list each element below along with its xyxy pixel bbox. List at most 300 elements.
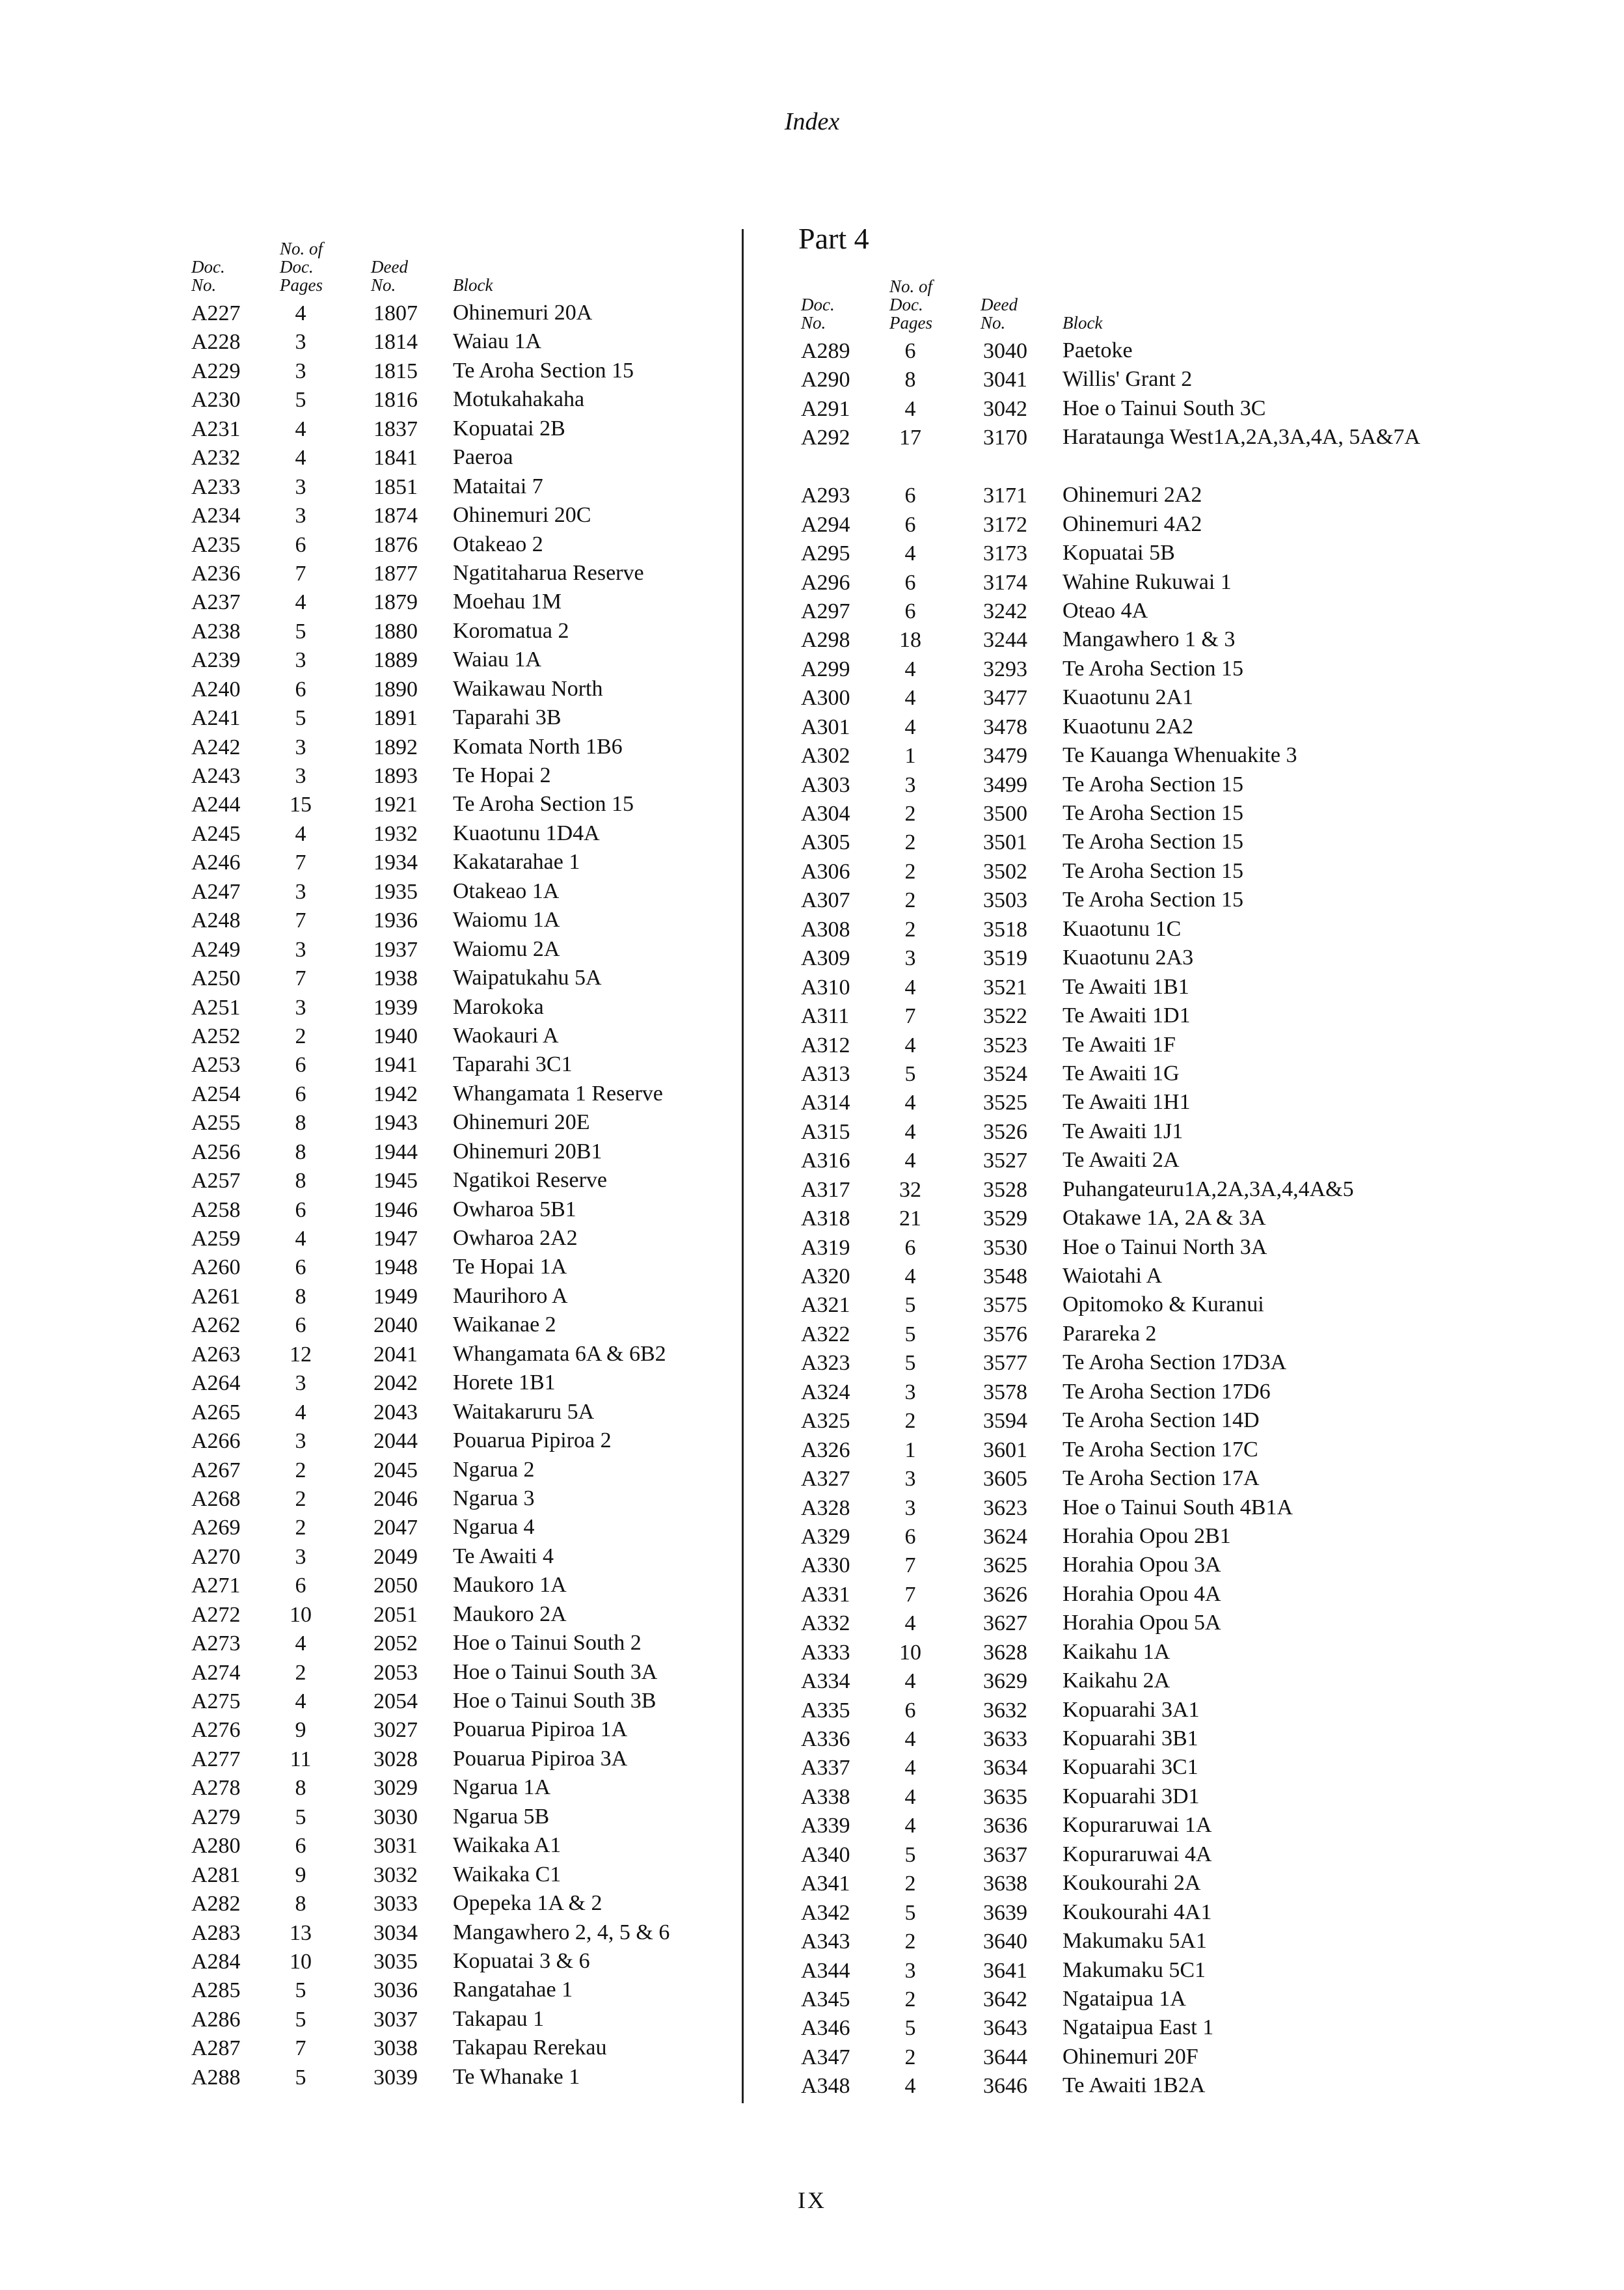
block-name: Kopuraruwai 4A (1062, 1842, 1212, 1866)
block-name: Horahia Opou 4A (1062, 1581, 1221, 1606)
deed-number: 1815 (373, 359, 418, 383)
deed-number: 2040 (373, 1313, 418, 1338)
block-name: Te Awaiti 1H1 (1062, 1090, 1191, 1115)
deed-number: 3523 (983, 1033, 1027, 1057)
block-name: Ngarua 3 (453, 1486, 535, 1510)
block-name: Taparahi 3C1 (453, 1052, 573, 1077)
doc-number: A310 (801, 975, 850, 1000)
deed-number: 1944 (373, 1139, 418, 1164)
doc-number: A339 (801, 1814, 850, 1838)
table-row (189, 357, 729, 386)
doc-number: A325 (801, 1409, 850, 1434)
doc-number: A328 (801, 1495, 850, 1520)
block-name: Owharoa 5B1 (453, 1197, 576, 1221)
block-name: Waiau 1A (453, 329, 542, 354)
table-row (189, 1080, 729, 1109)
doc-pages: 3 (904, 1958, 916, 1983)
doc-pages: 7 (904, 1582, 916, 1607)
deed-number: 3527 (983, 1149, 1027, 1173)
table-row (798, 1725, 1449, 1754)
deed-number: 3633 (983, 1727, 1027, 1752)
table-row (189, 328, 729, 357)
doc-number: A332 (801, 1611, 850, 1636)
doc-pages: 3 (295, 648, 306, 673)
deed-number: 3643 (983, 2016, 1027, 2041)
table-row (189, 531, 729, 560)
deed-number: 3036 (373, 1978, 418, 2003)
table-row (189, 1485, 729, 1514)
doc-number: A309 (801, 946, 850, 971)
block-name: Ohinemuri 4A2 (1062, 511, 1202, 536)
doc-pages: 8 (295, 1892, 306, 1916)
table-row (798, 1118, 1449, 1147)
block-name: Moehau 1M (453, 590, 562, 614)
table-row (189, 444, 729, 472)
table-row (189, 1687, 729, 1716)
doc-pages: 4 (295, 1631, 306, 1656)
block-name: Waipatukahu 5A (453, 966, 602, 990)
deed-number: 3640 (983, 1929, 1027, 1954)
block-name: Te Aroha Section 17C (1062, 1437, 1258, 1462)
block-name: Rangatahae 1 (453, 1978, 573, 2002)
deed-number: 1932 (373, 821, 418, 846)
doc-pages: 13 (290, 1920, 312, 1945)
doc-pages: 4 (904, 1814, 916, 1838)
deed-number: 1948 (373, 1255, 418, 1280)
doc-number: A250 (191, 966, 241, 991)
doc-pages: 4 (904, 1611, 916, 1636)
deed-number: 3636 (983, 1814, 1027, 1838)
deed-number: 3037 (373, 2007, 418, 2032)
block-name: Hoe o Tainui South 2 (453, 1631, 642, 1656)
doc-number: A306 (801, 859, 850, 884)
deed-number: 3242 (983, 599, 1027, 623)
doc-pages: 3 (295, 330, 306, 355)
block-name: Kopuatai 3 & 6 (453, 1948, 590, 1973)
doc-pages: 9 (295, 1718, 306, 1743)
block-name: Te Awaiti 1G (1062, 1061, 1180, 1085)
table-row (189, 1948, 729, 1976)
doc-number: A300 (801, 686, 850, 711)
table-row (189, 1514, 729, 1542)
block-name: Owharoa 2A2 (453, 1226, 578, 1250)
doc-number: A235 (191, 532, 241, 557)
deed-number: 1892 (373, 735, 418, 759)
doc-number: A243 (191, 764, 241, 788)
doc-pages: 5 (904, 1842, 916, 1867)
block-name: Komata North 1B6 (453, 734, 623, 759)
block-name: Te Aroha Section 17D3A (1062, 1350, 1287, 1375)
doc-number: A319 (801, 1235, 850, 1260)
deed-number: 3642 (983, 1987, 1027, 2011)
doc-pages: 3 (295, 937, 306, 962)
table-row (798, 655, 1449, 684)
table-row (189, 2006, 729, 2034)
doc-number: A285 (191, 1978, 241, 2003)
table-row (798, 569, 1449, 597)
table-row (189, 299, 729, 328)
block-name: Waitakaruru 5A (453, 1399, 595, 1424)
table-row (189, 1051, 729, 1080)
doc-number: A292 (801, 426, 850, 450)
deed-number: 3605 (983, 1467, 1027, 1492)
block-name: Te Aroha Section 14D (1062, 1408, 1260, 1433)
table-row (798, 1465, 1449, 1493)
table-row (189, 906, 729, 935)
doc-pages: 6 (295, 1053, 306, 1078)
header-deed-no: Deed No. (371, 257, 408, 295)
deed-number: 3029 (373, 1776, 418, 1801)
table-row (798, 1147, 1449, 1175)
block-name: Te Aroha Section 15 (1062, 656, 1244, 681)
table-row (189, 762, 729, 791)
doc-number: A266 (191, 1429, 241, 1454)
doc-pages: 32 (899, 1177, 921, 1202)
doc-pages: 3 (295, 764, 306, 788)
doc-number: A256 (191, 1139, 241, 1164)
block-name: Pouarua Pipiroa 3A (453, 1746, 628, 1771)
table-row (189, 1022, 729, 1051)
doc-number: A268 (191, 1486, 241, 1511)
deed-number: 2044 (373, 1429, 418, 1454)
deed-number: 3033 (373, 1892, 418, 1916)
deed-number: 3173 (983, 541, 1027, 566)
table-row (798, 1639, 1449, 1667)
deed-number: 1946 (373, 1197, 418, 1222)
doc-number: A276 (191, 1718, 241, 1743)
deed-number: 3575 (983, 1293, 1027, 1318)
deed-number: 1893 (373, 764, 418, 788)
table-row (189, 1629, 729, 1658)
deed-number: 2041 (373, 1342, 418, 1367)
deed-number: 3032 (373, 1862, 418, 1887)
deed-number: 3030 (373, 1805, 418, 1829)
block-name: Marokoka (453, 994, 544, 1019)
doc-pages: 7 (295, 966, 306, 991)
column-headers-left (189, 229, 729, 299)
block-name: Opitomoko & Kuranui (1062, 1292, 1264, 1317)
doc-number: A246 (191, 851, 241, 875)
doc-pages: 8 (295, 1111, 306, 1136)
page-header-index: Index (784, 108, 840, 135)
deed-number: 1837 (373, 416, 418, 441)
doc-number: A273 (191, 1631, 241, 1656)
deed-number: 1851 (373, 474, 418, 499)
doc-number: A232 (191, 446, 241, 470)
doc-pages: 3 (295, 995, 306, 1020)
deed-number: 3028 (373, 1747, 418, 1771)
table-row (798, 1176, 1449, 1205)
table-row (798, 1494, 1449, 1523)
doc-number: A343 (801, 1929, 850, 1954)
column-divider (742, 229, 744, 2103)
deed-number: 1945 (373, 1169, 418, 1193)
table-row (798, 1609, 1449, 1638)
header-doc-no: Doc. No. (801, 295, 835, 333)
doc-number: A265 (191, 1400, 241, 1424)
doc-number: A267 (191, 1458, 241, 1482)
deed-number: 3623 (983, 1495, 1027, 1520)
doc-number: A298 (801, 628, 850, 653)
deed-number: 1891 (373, 706, 418, 731)
block-name: Kopuarahi 3A1 (1062, 1697, 1200, 1722)
deed-number: 3644 (983, 2045, 1027, 2069)
rows-left (189, 299, 729, 2092)
doc-number: A323 (801, 1351, 850, 1376)
doc-number: A278 (191, 1776, 241, 1801)
doc-pages: 2 (904, 1872, 916, 1896)
doc-number: A305 (801, 830, 850, 855)
table-row (189, 1109, 729, 1138)
block-name: Takapau Rerekau (453, 2036, 607, 2060)
doc-pages: 6 (904, 599, 916, 623)
doc-number: A322 (801, 1322, 850, 1346)
table-row (798, 2043, 1449, 2072)
table-row (189, 588, 729, 617)
doc-number: A239 (191, 648, 241, 673)
table-row (798, 1523, 1449, 1551)
doc-pages: 3 (295, 1371, 306, 1396)
doc-number: A301 (801, 715, 850, 739)
doc-pages: 10 (899, 1640, 921, 1665)
table-row (189, 1456, 729, 1485)
doc-pages: 7 (904, 1553, 916, 1578)
deed-number: 1935 (373, 879, 418, 904)
deed-number: 3637 (983, 1842, 1027, 1867)
table-row (189, 560, 729, 588)
table-row (189, 1167, 729, 1195)
table-row (798, 1581, 1449, 1609)
column-headers-right (798, 267, 1449, 337)
doc-pages: 5 (295, 2065, 306, 2090)
block-name: Waikaka C1 (453, 1862, 562, 1887)
doc-number: A236 (191, 561, 241, 586)
block-name: Te Awaiti 1F (1062, 1032, 1176, 1057)
deed-number: 3031 (373, 1834, 418, 1859)
table-row (798, 1899, 1449, 1928)
block-name: Pouarua Pipiroa 1A (453, 1717, 628, 1742)
doc-pages: 2 (904, 2045, 916, 2069)
doc-number: A327 (801, 1467, 850, 1492)
doc-pages: 4 (904, 1784, 916, 1809)
doc-number: A340 (801, 1842, 850, 1867)
block-name: Te Hopai 1A (453, 1255, 567, 1279)
doc-pages: 6 (904, 512, 916, 537)
table-row (798, 1551, 1449, 1580)
doc-pages: 2 (295, 1458, 306, 1482)
deed-number: 3635 (983, 1784, 1027, 1809)
doc-number: A275 (191, 1689, 241, 1713)
doc-number: A344 (801, 1958, 850, 1983)
deed-number: 1807 (373, 301, 418, 325)
table-row (189, 1774, 729, 1803)
deed-number: 3525 (983, 1091, 1027, 1115)
rows-right (798, 337, 1449, 2101)
doc-number: A247 (191, 879, 241, 904)
block-name: Motukahakaha (453, 387, 585, 412)
doc-pages: 2 (295, 1024, 306, 1048)
doc-pages: 4 (295, 301, 306, 325)
table-row (798, 1957, 1449, 1985)
table-row (189, 1716, 729, 1745)
deed-number: 1876 (373, 532, 418, 557)
doc-pages: 6 (295, 1197, 306, 1222)
block-name: Horete 1B1 (453, 1370, 556, 1395)
doc-number: A271 (191, 1574, 241, 1598)
doc-number: A316 (801, 1149, 850, 1173)
doc-pages: 5 (295, 619, 306, 644)
doc-pages: 4 (904, 396, 916, 421)
doc-pages: 6 (295, 1255, 306, 1280)
doc-number: A244 (191, 793, 241, 817)
doc-number: A260 (191, 1255, 241, 1280)
deed-number: 1934 (373, 851, 418, 875)
deed-number: 1938 (373, 966, 418, 991)
doc-number: A234 (191, 504, 241, 528)
doc-pages: 2 (904, 1987, 916, 2011)
doc-number: A324 (801, 1380, 850, 1404)
doc-number: A289 (801, 339, 850, 363)
table-row (798, 1841, 1449, 1870)
doc-pages: 5 (295, 2007, 306, 2032)
deed-number: 3601 (983, 1438, 1027, 1462)
block-name: Taparahi 3B (453, 705, 562, 730)
doc-pages: 2 (295, 1660, 306, 1685)
deed-number: 3577 (983, 1351, 1027, 1376)
doc-pages: 10 (290, 1949, 312, 1974)
table-row (189, 1803, 729, 1832)
table-row (189, 2064, 729, 2092)
block-name: Waiomu 1A (453, 908, 560, 933)
doc-pages: 4 (295, 446, 306, 470)
block-name: Te Hopai 2 (453, 763, 551, 787)
deed-number: 3521 (983, 975, 1027, 1000)
header-deed-no: Deed No. (981, 295, 1018, 333)
table-row (189, 618, 729, 646)
index-table-left (189, 229, 729, 2092)
deed-number: 3500 (983, 802, 1027, 826)
doc-pages: 3 (904, 1467, 916, 1492)
doc-pages: 7 (295, 561, 306, 586)
block-name: Te Aroha Section 15 (1062, 888, 1244, 912)
deed-number: 3594 (983, 1409, 1027, 1434)
table-row (189, 1398, 729, 1427)
block-name: Te Awaiti 1D1 (1062, 1003, 1191, 1028)
doc-number: A284 (191, 1949, 241, 1974)
deed-number: 3478 (983, 715, 1027, 739)
doc-pages: 4 (904, 1756, 916, 1780)
table-row (798, 886, 1449, 915)
block-name: Kopuarahi 3B1 (1062, 1726, 1198, 1751)
doc-number: A272 (191, 1602, 241, 1627)
block-name: Parareka 2 (1062, 1321, 1157, 1346)
doc-number: A294 (801, 512, 850, 537)
header-block: Block (453, 275, 493, 295)
table-row (189, 473, 729, 502)
block-name: Paetoke (1062, 338, 1133, 362)
deed-number: 3522 (983, 1004, 1027, 1029)
doc-pages: 18 (899, 628, 921, 653)
table-row (798, 1031, 1449, 1060)
deed-number: 3293 (983, 657, 1027, 681)
block-name: Hoe o Tainui South 3B (453, 1689, 656, 1713)
table-row (189, 733, 729, 762)
deed-number: 3172 (983, 512, 1027, 537)
doc-number: A283 (191, 1920, 241, 1945)
doc-number: A237 (191, 590, 241, 615)
block-name: Te Kauanga Whenuakite 3 (1062, 743, 1297, 768)
block-name: Kuaotunu 1C (1062, 916, 1182, 941)
block-name: Waikaka A1 (453, 1833, 562, 1858)
doc-pages: 6 (295, 532, 306, 557)
block-name: Otakeao 1A (453, 879, 560, 903)
block-name: Whangamata 6A & 6B2 (453, 1341, 666, 1366)
block-name: Hoe o Tainui South 3C (1062, 396, 1266, 420)
deed-number: 1816 (373, 388, 418, 413)
deed-number: 3041 (983, 368, 1027, 392)
doc-pages: 8 (904, 368, 916, 392)
doc-number: A279 (191, 1805, 241, 1829)
deed-number: 3628 (983, 1640, 1027, 1665)
block-name: Kuaotunu 2A2 (1062, 714, 1194, 739)
table-row (798, 1262, 1449, 1291)
block-name: Te Aroha Section 17D6 (1062, 1379, 1271, 1404)
doc-pages: 17 (899, 426, 921, 450)
block-name: Harataunga West1A,2A,3A,4A, 5A&7A (1062, 425, 1420, 450)
block-name: Otakawe 1A, 2A & 3A (1062, 1206, 1266, 1231)
table-row (189, 1253, 729, 1282)
deed-number: 3519 (983, 946, 1027, 971)
block-name: Maukoro 2A (453, 1602, 567, 1626)
table-row (798, 742, 1449, 770)
table-row (189, 1283, 729, 1311)
table-row (189, 502, 729, 530)
doc-number: A259 (191, 1227, 241, 1251)
block-name: Ohinemuri 20F (1062, 2044, 1198, 2069)
doc-pages: 11 (290, 1747, 312, 1771)
doc-number: A291 (801, 396, 850, 421)
doc-number: A341 (801, 1872, 850, 1896)
doc-pages: 5 (904, 1322, 916, 1346)
table-row (189, 1861, 729, 1890)
doc-number: A315 (801, 1119, 850, 1144)
doc-number: A290 (801, 368, 850, 392)
table-row (798, 1667, 1449, 1696)
doc-number: A230 (191, 388, 241, 413)
table-row (189, 2034, 729, 2063)
doc-number: A253 (191, 1053, 241, 1078)
deed-number: 3503 (983, 888, 1027, 913)
block-name: Waikawau North (453, 676, 603, 701)
doc-pages: 4 (904, 1091, 916, 1115)
table-row (189, 1976, 729, 2005)
doc-pages: 4 (904, 657, 916, 681)
deed-number: 3529 (983, 1206, 1027, 1231)
doc-pages: 4 (295, 416, 306, 441)
deed-number: 3632 (983, 1698, 1027, 1723)
deed-number: 2052 (373, 1631, 418, 1656)
block-name: Hoe o Tainui South 4B1A (1062, 1495, 1293, 1520)
block-name: Te Aroha Section 15 (1062, 801, 1244, 826)
block-name: Koukourahi 2A (1062, 1871, 1201, 1896)
table-row (798, 1754, 1449, 1782)
deed-number: 3038 (373, 2036, 418, 2061)
doc-pages: 6 (904, 1698, 916, 1723)
doc-number: A346 (801, 2016, 850, 2041)
table-row (189, 849, 729, 877)
table-row (189, 1138, 729, 1167)
deed-number: 1949 (373, 1284, 418, 1309)
